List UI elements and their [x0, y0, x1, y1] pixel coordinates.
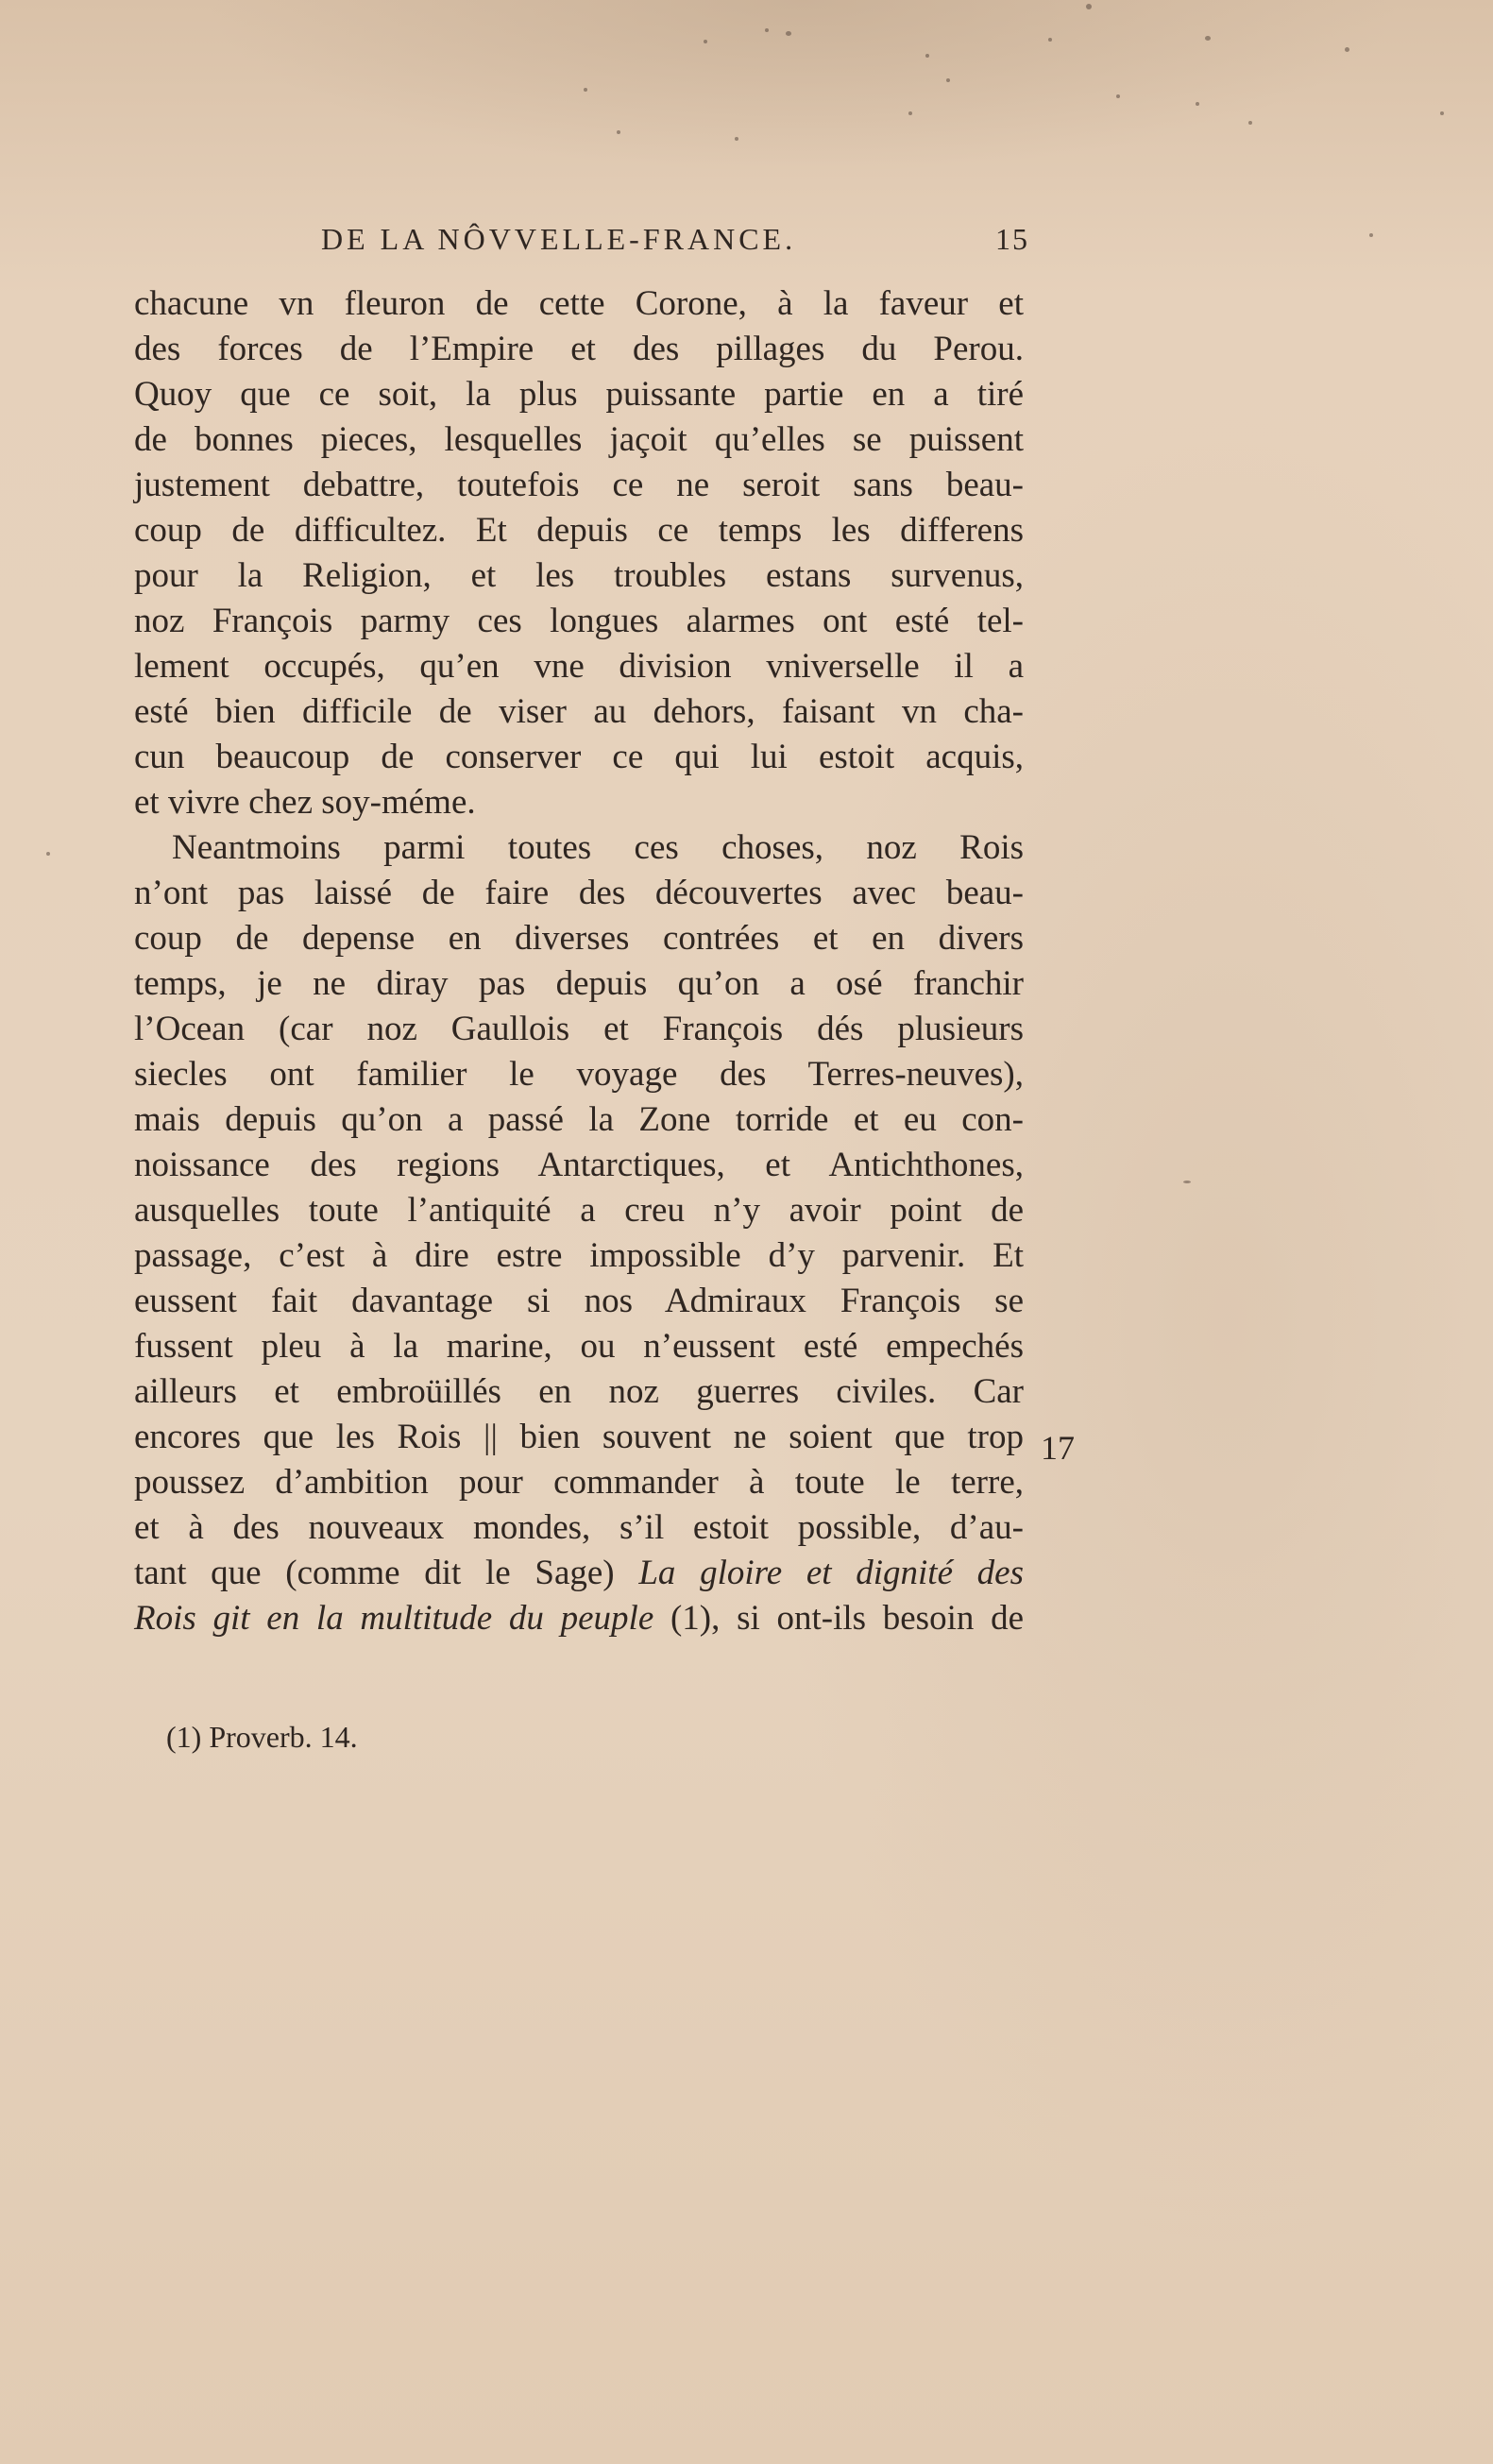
- quotation-italic: Rois git en la multitude du peuple: [134, 1599, 654, 1638]
- running-title: DE LA NÔVVELLE-FRANCE.: [321, 222, 797, 256]
- text-line: de bonnes pieces, lesquelles jaçoit qu’elles se puissent: [134, 420, 1024, 459]
- text-fragment: (1), si ont-ils besoin de: [670, 1599, 1024, 1638]
- quotation-italic: La gloire et dignité des: [638, 1554, 1025, 1592]
- body-text: [134, 281, 1024, 1641]
- text-line: ausquelles toute l’antiquité a creu n’y avoir point de: [134, 1191, 1024, 1230]
- text-line: coup de difficultez. Et depuis ce temps les differens: [134, 511, 1024, 550]
- text-line: Quoy que ce soit, la plus puissante partie en a tiré: [134, 375, 1024, 414]
- text-fragment: tant que (comme dit le Sage): [134, 1554, 615, 1592]
- margin-page-reference: 17: [1041, 1429, 1075, 1467]
- text-line: [134, 1551, 1024, 1596]
- text-line: et à des nouveaux mondes, s’il estoit possible, d’au-: [134, 1508, 1024, 1547]
- text-line: justement debattre, toutefois ce ne seroit sans beau-: [134, 466, 1024, 504]
- text-line: eussent fait davantage si nos Admiraux François se: [134, 1282, 1024, 1320]
- text-line: chacune vn fleuron de cette Corone, à la faveur et: [134, 284, 1024, 323]
- text-line: coup de depense en diverses contrées et en divers: [134, 919, 1024, 958]
- text-line: fussent pleu à la marine, ou n’eussent esté empechés: [134, 1327, 1024, 1366]
- text-line: esté bien difficile de viser au dehors, faisant vn cha-: [134, 692, 1024, 731]
- text-line: lement occupés, qu’en vne division vniverselle il a: [134, 647, 1024, 686]
- text-line: [134, 1596, 1024, 1641]
- text-line: et vivre chez soy-méme.: [134, 783, 476, 822]
- footnote: (1) Proverb. 14.: [166, 1720, 358, 1754]
- text-line: ailleurs et embroüillés en noz guerres civiles. Car: [134, 1372, 1024, 1411]
- text-line: siecles ont familier le voyage des Terres-neuves),: [134, 1055, 1024, 1094]
- text-line: mais depuis qu’on a passé la Zone torride et eu con-: [134, 1100, 1024, 1139]
- text-line: pour la Religion, et les troubles estans survenus,: [134, 556, 1024, 595]
- text-line: temps, je ne diray pas depuis qu’on a osé franchir: [134, 964, 1024, 1003]
- page-number: 15: [995, 222, 1029, 256]
- text-line: n’ont pas laissé de faire des découvertes avec beau-: [134, 874, 1024, 912]
- text-line: poussez d’ambition pour commander à toute le terre,: [134, 1463, 1024, 1502]
- text-line: noissance des regions Antarctiques, et Antichthones,: [134, 1146, 1024, 1184]
- text-line: des forces de l’Empire et des pillages du Perou.: [134, 330, 1024, 368]
- running-head: [321, 222, 1029, 263]
- text-line: passage, c’est à dire estre impossible d’y parvenir. Et: [134, 1236, 1024, 1275]
- text-line: Neantmoins parmi toutes ces choses, noz Rois: [172, 828, 1024, 867]
- text-line: cun beaucoup de conserver ce qui lui estoit acquis,: [134, 738, 1024, 776]
- text-line: l’Ocean (car noz Gaullois et François dés plusieurs: [134, 1010, 1024, 1048]
- text-line: encores que les Rois || bien souvent ne soient que trop: [134, 1418, 1024, 1456]
- text-line: noz François parmy ces longues alarmes ont esté tel-: [134, 602, 1024, 640]
